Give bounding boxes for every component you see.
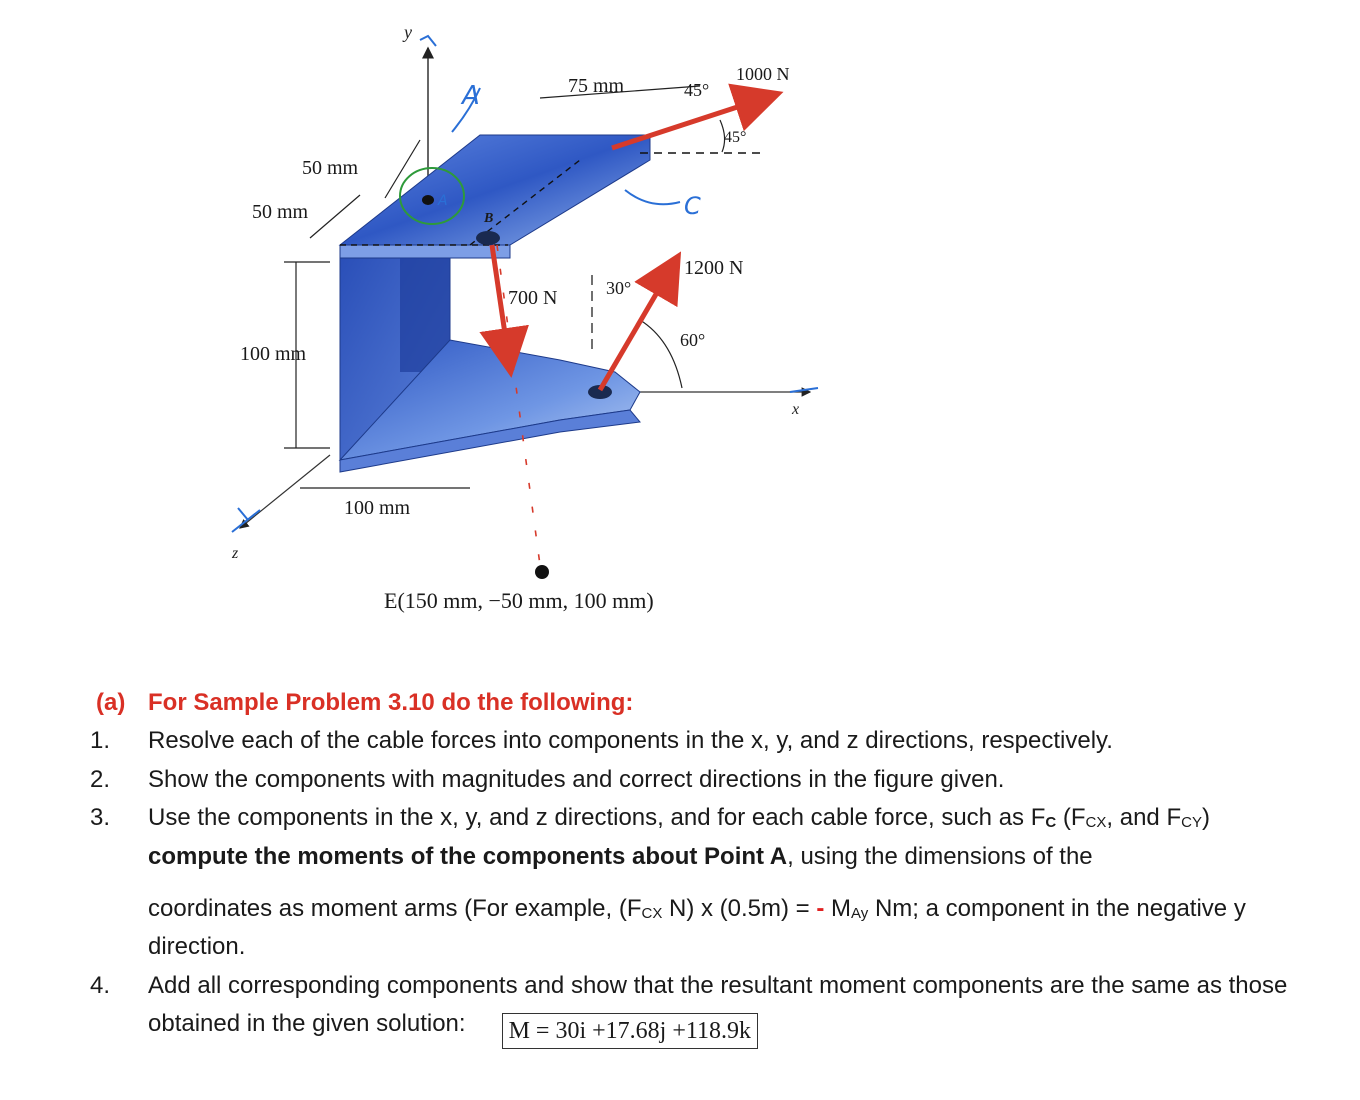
y-axis-label: y <box>404 22 412 42</box>
heading-tag: (a) <box>96 689 126 716</box>
dim-50-top-label: 50 mm <box>302 157 359 179</box>
bracket-top-plate <box>340 135 650 245</box>
bracket-top-edge <box>340 245 510 258</box>
item-text: Resolve each of the cable forces into components in the x, y, and z directions, respectively. <box>148 727 1113 755</box>
hand-label-c: C <box>684 192 701 220</box>
item-number: 4. <box>90 971 111 999</box>
list-item <box>90 967 1316 1044</box>
dim-100-vert-label: 100 mm <box>240 343 307 365</box>
angle-60-label: 60° <box>680 330 706 350</box>
hand-y-mark <box>420 36 436 46</box>
dim-75-label: 75 mm <box>568 75 625 97</box>
point-b-label: B <box>484 211 494 226</box>
point-b-dot <box>476 231 500 245</box>
angle-45-label-a: 45° <box>684 80 710 100</box>
force-1200-label: 1200 N <box>684 257 744 279</box>
item-number: 3. <box>90 804 111 832</box>
point-e-dot <box>535 565 549 579</box>
item-number: 1. <box>90 727 111 755</box>
resultant-moment-equation: M = 30i +17.68j +118.9k <box>502 1013 758 1049</box>
list-item <box>90 761 1316 799</box>
angle-30-label: 30° <box>606 278 632 298</box>
item-text: Show the components with magnitudes and correct directions in the figure given. <box>148 765 1005 793</box>
item-text: Use the components in the x, y, and z directions, and for each cable force, such as FC (FCX, and FCY) compute the moments of the components about Point A, using the dimensions of the coordinates as moment arms (For example, (FCX N) x (0.5m) = - MAy Nm; a component in the negative y direction. <box>148 804 1246 961</box>
item-number: 2. <box>90 765 111 793</box>
list-item <box>90 799 1316 967</box>
hand-label-a-circle: A <box>438 193 448 209</box>
hand-curve-c <box>625 190 680 204</box>
force-1000-arrow <box>612 95 774 148</box>
hand-label-a-top: A <box>462 81 480 111</box>
angle-60-arc <box>640 320 682 388</box>
dim-50-left-label: 50 mm <box>252 201 309 223</box>
x-axis-label: x <box>792 401 800 418</box>
dim-50-left-line <box>310 195 360 238</box>
hand-z-mark <box>232 508 260 532</box>
point-e-label: E(150 mm, −50 mm, 100 mm) <box>384 588 654 613</box>
point-a-dot <box>422 195 434 205</box>
problem-text <box>90 684 1316 1044</box>
list-item <box>90 722 1316 760</box>
heading-text: For Sample Problem 3.10 do the following: <box>148 689 634 716</box>
instruction-list <box>90 722 1316 1044</box>
dim-100-bottom-label: 100 mm <box>344 497 411 519</box>
z-axis-label: z <box>232 545 239 562</box>
z-axis-line <box>240 455 330 528</box>
force-1000-label: 1000 N <box>736 64 790 84</box>
problem-heading <box>96 684 1316 722</box>
item-text: Add all corresponding components and show that the resultant moment components are the same as those obtained in the given solution: <box>148 971 1288 1038</box>
angle-45-label-b: 45° <box>724 129 747 146</box>
force-700-label: 700 N <box>508 287 558 309</box>
